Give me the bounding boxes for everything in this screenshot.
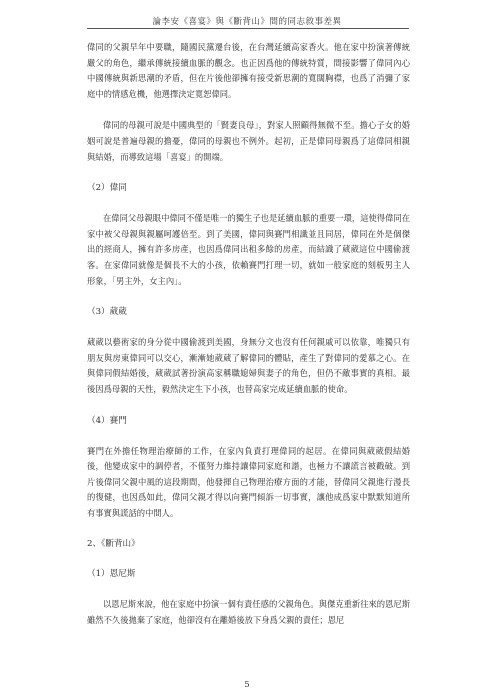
section-heading-weiwei: （3）葳葳 xyxy=(87,307,127,318)
section-heading-simon: （4）賽門 xyxy=(87,415,127,426)
section-heading-weitong: （2）偉同 xyxy=(87,183,127,194)
paragraph-weitong: 在偉同父母親眼中偉同不僅是唯一的獨生子也是延續血脈的重要一環，這使得偉同在家中被父母親與親屬呵護倍至。到了美國，偉同與賽門相識並且同居，偉同在外是個傑出的經商人，擁有許多房產，也因爲偉同出租多餘的房產，而結識了葳葳這位中國偷渡客。在家偉同就像是個長不大的小孩，依賴賽門打理一切，就如一般家庭的刻板男主人形象，「男主外，女主內」。 xyxy=(87,213,410,286)
paragraph-mother: 偉同的母親可說是中國典型的「賢妻良母」，對家人照顧得無微不至。擔心子女的婚姻可說是普遍母親的擔憂，偉同的母親也不例外。起初，正是偉同母親爲了這偉同相親與結婚，而導致這場「喜宴」的開端。 xyxy=(87,120,410,162)
running-header: 論李安《喜宴》與《斷背山》間的同志敘事差異 xyxy=(152,17,342,27)
paragraph-weiwei: 葳葳以藝術家的身分從中國偷渡到美國，身無分文也沒有任何親戚可以依靠，唯獨只有朋友與房東偉同可以交心，漸漸她葳葳了解偉同的體貼，產生了對偉同的愛慕之心。在與偉同假結婚後，葳葳試著扮演高家稱職媳婦與妻子的角色，但仍不敵事實的真相。最後因爲母親的天性，毅然決定生下小孩，也替高家完成延續血脈的使命。 xyxy=(87,337,410,394)
paragraph-simon: 賽門在外擔任物理治療師的工作，在家內負責打理偉同的起居。在偉同與葳葳假結婚後，他變成家中的調停者，不僅努力維持讓偉同家庭和諧，也極力不讓謊言被戳破。到片後偉同父親中風的這段期間，他發揮自己物理治療方面的才能，替偉同父親進行漫長的復健，也因爲如此，偉同父親才得以向賽門傾訴一切事實，讓他成爲家中默默知道所有事實與謊話的中間人。 xyxy=(87,445,410,518)
page-number: 5 xyxy=(244,680,250,690)
section-heading-brokeback: 2、《斷背山》 xyxy=(87,539,140,550)
paragraph-father: 偉同的父親早年中要職，隨國民黨遷台後，在台灣延續高家香火。他在家中扮演著傳統嚴父的角色，繼承傳統接續血脈的觀念。也正因爲他的傳統特質，間接影響了偉同內心中國傳統與新思潮的矛盾，但在片後他卻擁有接受新思潮的寬闊胸襟，也爲了消彌了家庭中的情感危機，他選擇決定寬恕偉同。 xyxy=(87,42,410,99)
section-heading-ennis: （1）恩尼斯 xyxy=(87,569,136,580)
document-body xyxy=(87,40,410,645)
header-rule xyxy=(87,28,409,29)
paragraph-ennis: 以恩尼斯來說，他在家庭中扮演一個有責任感的父親角色。與傑克重新往來的恩尼斯雖然不久後拋棄了家庭，他卻沒有在離婚後放下身爲父親的責任；恩尼 xyxy=(87,599,410,626)
